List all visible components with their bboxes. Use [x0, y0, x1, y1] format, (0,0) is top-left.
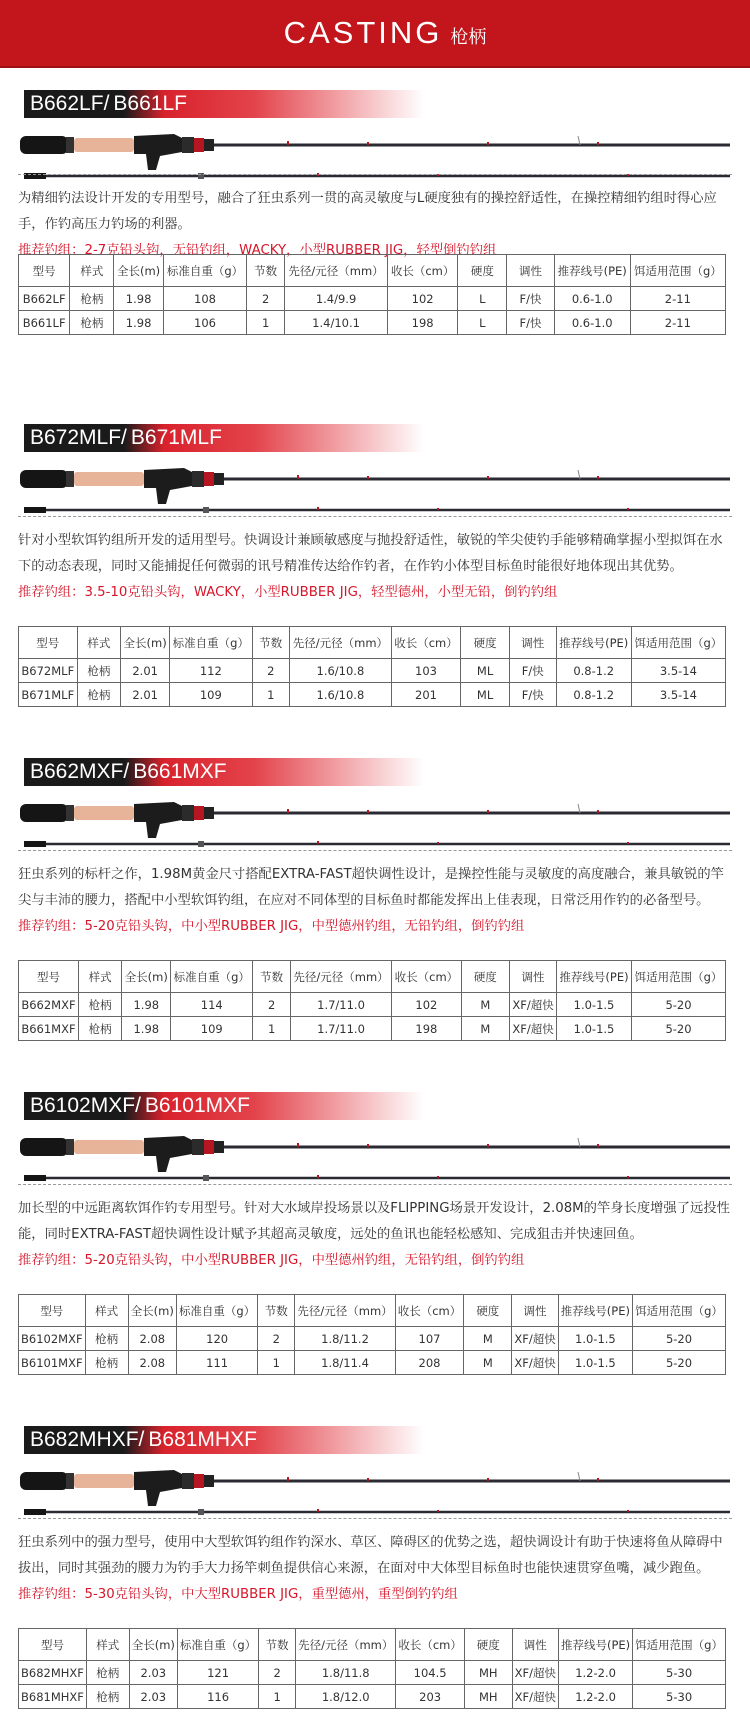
table-header-cell: 饵适用范围（g）: [631, 627, 725, 659]
model-secondary: B671MLF: [130, 426, 222, 449]
rod-upper: [20, 802, 730, 838]
description-text: 加长型的中远距离软饵作钓专用型号。针对大水域岸投场景以及FLIPPING场景开发设计，2.08M的竿身长度增强了远投性能，同时EXTRA-FAST超快调性设计赋予其超高灵敏度，远处的鱼讯也能轻松感知、完成狙击并快速回鱼。: [18, 1201, 730, 1242]
model-primary: B662MXF: [30, 760, 124, 783]
table-cell: 111: [176, 1351, 257, 1375]
table-cell: M: [461, 1017, 510, 1041]
table-cell: 1.8/12.0: [296, 1685, 396, 1709]
rod-sections: [0, 68, 750, 1735]
description-text: 为精细钓法设计开发的专用型号，融合了狂虫系列一贯的高灵敏度与L硬度独有的操控舒适性，在操控精细钓组时得心应手，作钓高压力钓场的利器。: [18, 191, 717, 232]
spec-table: [18, 254, 726, 335]
divider: [18, 1518, 732, 1519]
table-header-row: [19, 255, 726, 287]
table-cell: 枪柄: [77, 683, 121, 707]
table-cell: B662LF: [19, 287, 70, 311]
rod-upper: [20, 468, 730, 504]
recommended-rigs: 推荐钓组：2-7克铅头钩，无铅钓组，WACKY，小型RUBBER JIG，轻型倒钓钓组: [18, 243, 497, 258]
table-header-row: [19, 1629, 726, 1661]
table-cell: F/快: [507, 311, 554, 335]
table-header-cell: 样式: [70, 255, 114, 287]
model-primary: B662LF: [30, 92, 104, 115]
model-secondary: B661LF: [113, 92, 187, 115]
model-secondary: B681MHXF: [148, 1428, 257, 1451]
rod-lower: [24, 841, 730, 847]
table-header-cell: 型号: [19, 255, 70, 287]
table-header-row: [19, 627, 726, 659]
table-header-cell: 硬度: [461, 961, 510, 993]
table-cell: 201: [391, 683, 461, 707]
table-header-cell: 硬度: [464, 1295, 512, 1327]
table-cell: 2: [259, 1661, 296, 1685]
table-cell: 1.8/11.4: [295, 1351, 395, 1375]
table-cell: B661MXF: [19, 1017, 79, 1041]
table-cell: 2.01: [121, 683, 170, 707]
table-cell: 3.5-14: [631, 659, 725, 683]
table-cell: 0.8-1.2: [556, 683, 631, 707]
table-cell: XF/超快: [512, 1661, 558, 1685]
table-cell: 2.08: [128, 1327, 176, 1351]
table-cell: F/快: [509, 659, 556, 683]
model-description: [18, 186, 732, 264]
table-cell: 114: [171, 993, 253, 1017]
table-cell: 0.6-1.0: [554, 311, 630, 335]
rod-upper: [20, 1136, 730, 1172]
table-cell: 枪柄: [77, 659, 121, 683]
table-row: [19, 683, 726, 707]
model-secondary: B661MXF: [133, 760, 227, 783]
table-header-cell: 推荐线号(PE): [558, 1629, 632, 1661]
table-header-cell: 先径/元径（mm）: [296, 1629, 396, 1661]
table-cell: 116: [177, 1685, 258, 1709]
table-cell: 208: [395, 1351, 464, 1375]
table-cell: 枪柄: [70, 287, 114, 311]
table-cell: 109: [170, 683, 252, 707]
table-header-cell: 全长(m): [129, 1629, 177, 1661]
table-cell: 102: [387, 287, 457, 311]
table-cell: 107: [395, 1327, 464, 1351]
table-header-cell: 调性: [512, 1629, 558, 1661]
divider: [18, 516, 732, 517]
table-cell: 5-20: [632, 1017, 726, 1041]
table-cell: 1.0-1.5: [557, 993, 632, 1017]
table-header-cell: 节数: [259, 1629, 296, 1661]
table-header-cell: 节数: [252, 627, 290, 659]
table-cell: 枪柄: [70, 311, 114, 335]
table-cell: 1.0-1.5: [558, 1351, 632, 1375]
table-cell: B672MLF: [19, 659, 78, 683]
table-header-cell: 全长(m): [121, 627, 170, 659]
table-header-cell: 节数: [253, 961, 290, 993]
table-cell: B6101MXF: [19, 1351, 86, 1375]
table-cell: MH: [464, 1661, 512, 1685]
table-cell: 1.98: [114, 287, 163, 311]
table-cell: XF/超快: [510, 1017, 557, 1041]
table-cell: 1: [252, 683, 290, 707]
table-cell: 1.0-1.5: [557, 1017, 632, 1041]
table-cell: 108: [163, 287, 246, 311]
model-separator: /: [135, 1094, 141, 1117]
table-cell: 2: [247, 287, 285, 311]
table-header-cell: 饵适用范围（g）: [630, 255, 725, 287]
divider: [18, 1184, 732, 1185]
recommended-rigs: 推荐钓组：5-30克铅头钩，中大型RUBBER JIG，重型德州，重型倒钓钓组: [18, 1587, 458, 1602]
table-header-cell: 推荐线号(PE): [558, 1295, 632, 1327]
table-cell: 103: [391, 659, 461, 683]
table-header-cell: 硬度: [461, 627, 510, 659]
table-header-cell: 调性: [509, 627, 556, 659]
recommended-rigs: 推荐钓组：3.5-10克铅头钩，WACKY，小型RUBBER JIG，轻型德州，小型无铅，倒钓钓组: [18, 585, 558, 600]
table-cell: 枪柄: [86, 1685, 129, 1709]
table-cell: 203: [396, 1685, 465, 1709]
table-cell: 5-20: [632, 993, 726, 1017]
table-cell: 198: [392, 1017, 461, 1041]
table-header-cell: 节数: [258, 1295, 295, 1327]
table-cell: F/快: [509, 683, 556, 707]
table-header-cell: 收长（cm）: [387, 255, 457, 287]
table-cell: MH: [464, 1685, 512, 1709]
table-cell: XF/超快: [512, 1685, 558, 1709]
table-cell: 2.08: [128, 1351, 176, 1375]
table-row: [19, 287, 726, 311]
table-cell: 5-20: [633, 1351, 726, 1375]
divider: [18, 174, 732, 175]
table-cell: 112: [170, 659, 252, 683]
table-cell: B6102MXF: [19, 1327, 86, 1351]
model-separator: /: [123, 760, 130, 783]
table-header-cell: 标准自重（g）: [171, 961, 253, 993]
spec-table: [18, 1628, 726, 1709]
table-header-cell: 全长(m): [122, 961, 171, 993]
recommended-rigs: 推荐钓组：5-20克铅头钩，中小型RUBBER JIG，中型德州钓组，无铅钓组，倒钓钓组: [18, 1253, 525, 1268]
header-inner: [284, 15, 487, 51]
table-row: [19, 993, 726, 1017]
table-cell: F/快: [507, 287, 554, 311]
table-header-cell: 调性: [510, 961, 557, 993]
table-header-cell: 硬度: [458, 255, 507, 287]
table-cell: 104.5: [396, 1661, 465, 1685]
rod-section: [0, 68, 750, 402]
table-cell: 2: [258, 1327, 295, 1351]
table-cell: B681MHXF: [19, 1685, 87, 1709]
rod-section: [0, 736, 750, 1070]
table-cell: 0.6-1.0: [554, 287, 630, 311]
table-row: [19, 659, 726, 683]
table-cell: 5-30: [633, 1685, 726, 1709]
table-row: [19, 1351, 726, 1375]
table-header-cell: 样式: [77, 627, 121, 659]
rod-upper: [20, 1470, 730, 1506]
model-primary: B6102MXF: [30, 1094, 136, 1117]
table-header-cell: 推荐线号(PE): [557, 961, 632, 993]
table-cell: L: [458, 311, 507, 335]
table-cell: 1: [259, 1685, 296, 1709]
spec-table: [18, 960, 726, 1041]
rod-upper: [20, 134, 730, 170]
page-header: [0, 0, 750, 68]
table-cell: 2.03: [129, 1661, 177, 1685]
table-cell: 102: [392, 993, 461, 1017]
table-row: [19, 1017, 726, 1041]
table-cell: XF/超快: [512, 1351, 558, 1375]
table-cell: B661LF: [19, 311, 70, 335]
table-header-cell: 调性: [512, 1295, 558, 1327]
table-cell: 1.2-2.0: [558, 1661, 632, 1685]
table-header-cell: 先径/元径（mm）: [295, 1295, 395, 1327]
table-header-cell: 标准自重（g）: [170, 627, 252, 659]
table-cell: 1.4/9.9: [285, 287, 388, 311]
table-cell: 枪柄: [78, 1017, 121, 1041]
recommended-rigs: 推荐钓组：5-20克铅头钩，中小型RUBBER JIG，中型德州钓组，无铅钓组，倒钓钓组: [18, 919, 525, 934]
rod-lower: [24, 1509, 730, 1515]
table-cell: 198: [387, 311, 457, 335]
table-cell: 1.8/11.8: [296, 1661, 396, 1685]
table-header-cell: 硬度: [464, 1629, 512, 1661]
table-cell: B671MLF: [19, 683, 78, 707]
model-separator: /: [121, 426, 127, 449]
table-cell: M: [464, 1327, 512, 1351]
table-cell: M: [461, 993, 510, 1017]
table-header-cell: 先径/元径（mm）: [285, 255, 388, 287]
table-header-cell: 饵适用范围（g）: [633, 1629, 726, 1661]
header-title: CASTING: [283, 15, 443, 50]
description-text: 针对小型软饵钓组所开发的适用型号。快调设计兼顾敏感度与抛投舒适性，敏锐的竿尖使钓手能够精确掌握小型拟饵在水下的动态表现，同时又能捕捉任何微弱的讯号精准传达给作钓者，在作钓小体型目标鱼时能很好地体现出其优势。: [18, 533, 723, 574]
table-cell: 1.7/11.0: [290, 1017, 391, 1041]
table-cell: 5-20: [633, 1327, 726, 1351]
model-primary: B682MHXF: [30, 1428, 139, 1451]
table-cell: 2: [252, 659, 290, 683]
rod-section: [0, 1070, 750, 1404]
model-description: [18, 862, 732, 940]
table-header-row: [19, 961, 726, 993]
table-header-cell: 型号: [19, 1629, 87, 1661]
table-header-cell: 推荐线号(PE): [556, 627, 631, 659]
divider: [18, 850, 732, 851]
table-header-cell: 样式: [86, 1629, 129, 1661]
table-cell: 1.98: [122, 1017, 171, 1041]
model-banner: [24, 90, 424, 118]
table-row: [19, 1661, 726, 1685]
table-cell: XF/超快: [510, 993, 557, 1017]
table-cell: 2: [253, 993, 290, 1017]
model-description: [18, 1530, 732, 1608]
table-cell: 2.01: [121, 659, 170, 683]
table-cell: 1.7/11.0: [290, 993, 391, 1017]
model-primary: B672MLF: [30, 426, 122, 449]
table-cell: 1: [258, 1351, 295, 1375]
model-description: [18, 528, 732, 606]
table-cell: 1: [247, 311, 285, 335]
table-cell: 109: [171, 1017, 253, 1041]
table-cell: 120: [176, 1327, 257, 1351]
table-cell: L: [458, 287, 507, 311]
table-cell: ML: [461, 683, 510, 707]
rod-lower: [24, 1175, 730, 1181]
table-cell: 1.2-2.0: [558, 1685, 632, 1709]
header-subtitle: 枪柄: [450, 27, 487, 48]
table-cell: B682MHXF: [19, 1661, 87, 1685]
table-header-cell: 样式: [78, 961, 121, 993]
table-cell: 1.8/11.2: [295, 1327, 395, 1351]
table-cell: M: [464, 1351, 512, 1375]
table-cell: 枪柄: [85, 1327, 128, 1351]
table-cell: 枪柄: [85, 1351, 128, 1375]
table-header-cell: 收长（cm）: [396, 1629, 465, 1661]
table-cell: B662MXF: [19, 993, 79, 1017]
table-cell: 2.03: [129, 1685, 177, 1709]
table-header-cell: 全长(m): [114, 255, 163, 287]
table-cell: 枪柄: [78, 993, 121, 1017]
table-cell: 1.98: [122, 993, 171, 1017]
rod-section: [0, 402, 750, 736]
table-row: [19, 1685, 726, 1709]
table-cell: 3.5-14: [631, 683, 725, 707]
table-header-cell: 型号: [19, 961, 79, 993]
table-header-cell: 型号: [19, 627, 78, 659]
table-cell: 1.98: [114, 311, 163, 335]
table-row: [19, 1327, 726, 1351]
table-cell: 106: [163, 311, 246, 335]
table-header-cell: 收长（cm）: [392, 961, 461, 993]
rod-section: [0, 1404, 750, 1735]
model-separator: /: [103, 92, 110, 115]
table-header-cell: 饵适用范围（g）: [632, 961, 726, 993]
table-cell: 1.0-1.5: [558, 1327, 632, 1351]
model-banner: [24, 1092, 424, 1120]
table-header-cell: 收长（cm）: [395, 1295, 464, 1327]
table-header-cell: 先径/元径（mm）: [290, 961, 391, 993]
table-header-cell: 调性: [507, 255, 554, 287]
model-description: [18, 1196, 732, 1274]
description-text: 狂虫系列的标杆之作，1.98M黄金尺寸搭配EXTRA-FAST超快调性设计，是操控性能与灵敏度的高度融合，兼具敏锐的竿尖与丰沛的腰力，搭配中小型软饵钓组，在应对不同体型的目标鱼时都能发挥出上佳表现，日常泛用作钓的必备型号。: [18, 867, 724, 908]
table-cell: 1.4/10.1: [285, 311, 388, 335]
table-header-cell: 先径/元径（mm）: [290, 627, 392, 659]
table-header-cell: 推荐线号(PE): [554, 255, 630, 287]
table-cell: ML: [461, 659, 510, 683]
table-cell: 121: [177, 1661, 258, 1685]
model-banner: [24, 1426, 424, 1454]
table-header-cell: 标准自重（g）: [177, 1629, 258, 1661]
description-text: 狂虫系列中的强力型号，使用中大型软饵钓组作钓深水、草区、障碍区的优势之选，超快调设计有助于快速将鱼从障碍中拔出，同时其强劲的腰力为钓手大力扬竿刺鱼提供信心来源，在面对中大体型目标鱼时也能快速贯穿鱼嘴，减少跑鱼。: [18, 1535, 723, 1576]
table-cell: 0.8-1.2: [556, 659, 631, 683]
model-banner: [24, 758, 424, 786]
table-header-cell: 标准自重（g）: [163, 255, 246, 287]
table-cell: XF/超快: [512, 1327, 558, 1351]
table-header-cell: 型号: [19, 1295, 86, 1327]
model-secondary: B6101MXF: [144, 1094, 250, 1117]
table-cell: 2-11: [630, 287, 725, 311]
spec-table: [18, 626, 726, 707]
table-row: [19, 311, 726, 335]
table-cell: 1.6/10.8: [290, 683, 392, 707]
table-cell: 5-30: [633, 1661, 726, 1685]
table-cell: 枪柄: [86, 1661, 129, 1685]
table-header-row: [19, 1295, 726, 1327]
spec-table: [18, 1294, 726, 1375]
table-header-cell: 标准自重（g）: [176, 1295, 257, 1327]
table-header-cell: 节数: [247, 255, 285, 287]
table-cell: 2-11: [630, 311, 725, 335]
model-banner: [24, 424, 424, 452]
model-separator: /: [138, 1428, 145, 1451]
table-header-cell: 样式: [85, 1295, 128, 1327]
table-cell: 1: [253, 1017, 290, 1041]
table-header-cell: 收长（cm）: [391, 627, 461, 659]
table-cell: 1.6/10.8: [290, 659, 392, 683]
table-header-cell: 全长(m): [128, 1295, 176, 1327]
rod-lower: [24, 507, 730, 513]
table-header-cell: 饵适用范围（g）: [633, 1295, 726, 1327]
